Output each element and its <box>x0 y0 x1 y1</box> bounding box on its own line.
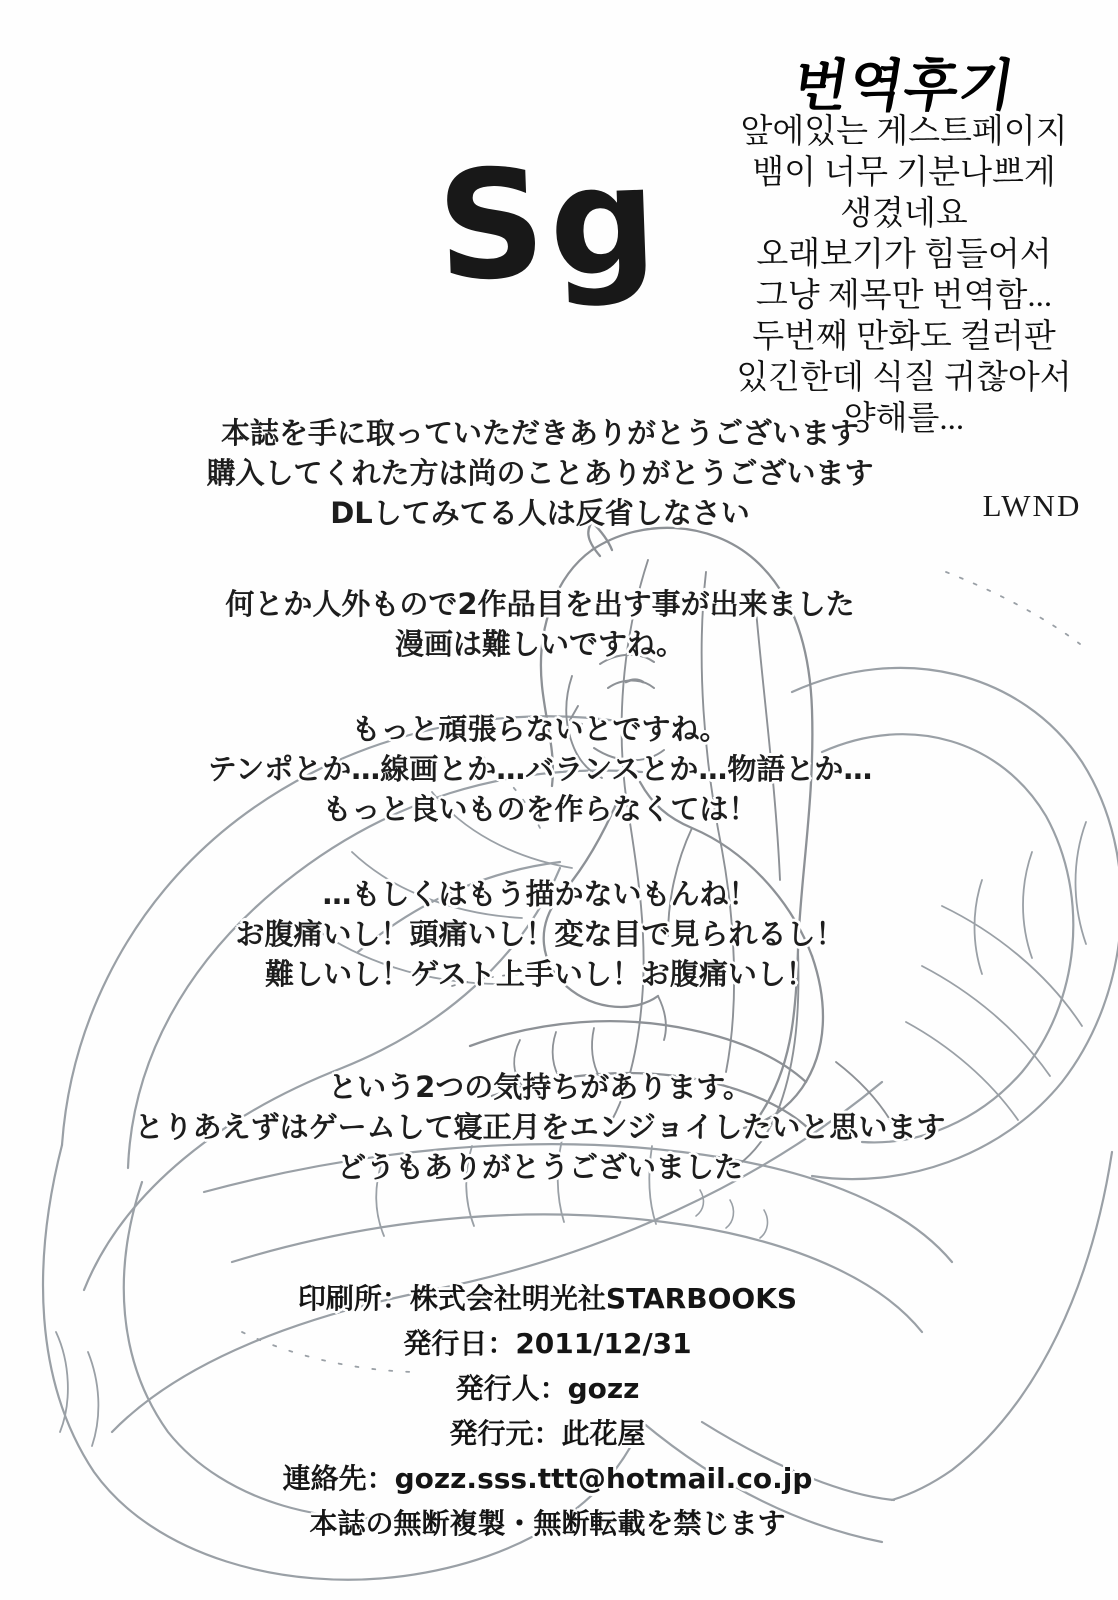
afterword-line: 何とか人外もので2作品目を出す事が出来ました <box>225 587 855 621</box>
afterword-line: もっと頑張らないとですね。 <box>351 712 729 746</box>
translator-note-line: 앞에있는 게스트페이지 <box>740 114 1068 150</box>
translator-note-line: 두번째 만화도 컬러판 <box>752 319 1056 355</box>
colophon <box>20 1276 1075 1546</box>
afterword-line: 漫画は難しいですね。 <box>394 627 685 661</box>
translator-note-title: 번역후기 <box>788 54 1020 119</box>
translator-note-line: 있긴한데 식질 귀찮아서 <box>736 360 1072 396</box>
colophon-contact-email: 連絡先：gozz.sss.ttt@hotmail.co.jp <box>282 1462 813 1495</box>
colophon-publisher: 発行人：gozz <box>455 1372 640 1405</box>
afterword-paragraph-complaints <box>20 874 1060 994</box>
translator-note-line: 생겼네요 <box>840 196 968 232</box>
afterword-line: DLしてみてる人は反省しなさい <box>330 496 750 530</box>
afterword-paragraph-second-work <box>20 584 1060 664</box>
colophon-circle: 発行元：此花屋 <box>449 1417 646 1450</box>
afterword-line: とりあえずはゲームして寝正月をエンジョイしたいと思います <box>134 1110 946 1144</box>
translator-note-line: 오래보기가 힘들어서 <box>756 237 1052 273</box>
translator-note-line: 뱀이 너무 기분나쁘게 <box>752 155 1056 191</box>
translator-note-body <box>700 112 1108 440</box>
afterword-line: という2つの気持ちがあります。 <box>328 1070 752 1104</box>
afterword-line: …もしくはもう描かないもんね！ <box>322 877 758 911</box>
afterword-paragraph-thanks <box>20 413 1060 533</box>
afterword-line: テンポとか…線画とか…バランスとか…物語とか… <box>207 752 873 786</box>
colophon-printer: 印刷所：株式会社明光社STARBOOKS <box>297 1282 798 1315</box>
translator-note-line: 양해를... <box>843 401 965 437</box>
afterword-line: 購入してくれた方は尚のことありがとうございます <box>206 456 874 490</box>
colophon-copyright-notice: 本誌の無断複製・無断転載を禁じます <box>309 1507 786 1540</box>
afterword-line: もっと良いものを作らなくては！ <box>322 792 758 826</box>
afterword-paragraph-improve <box>20 709 1060 829</box>
colophon-publish-date: 発行日：2011/12/31 <box>403 1327 692 1360</box>
afterword-paragraph-closing <box>20 1067 1060 1187</box>
afterword-line: 難しいし！ゲスト上手いし！お腹痛いし！ <box>265 957 815 991</box>
afterword-line: どうもありがとうございました <box>336 1150 743 1184</box>
afterword-line: 本誌を手に取っていただきありがとうございます <box>220 416 859 450</box>
translator-note-line: 그냥 제목만 번역함... <box>755 278 1053 314</box>
circle-logo-sg: Sg <box>434 133 664 315</box>
afterword-line: お腹痛いし！頭痛いし！変な目で見られるし！ <box>235 917 845 951</box>
translator-signature: LWND <box>982 488 1082 523</box>
